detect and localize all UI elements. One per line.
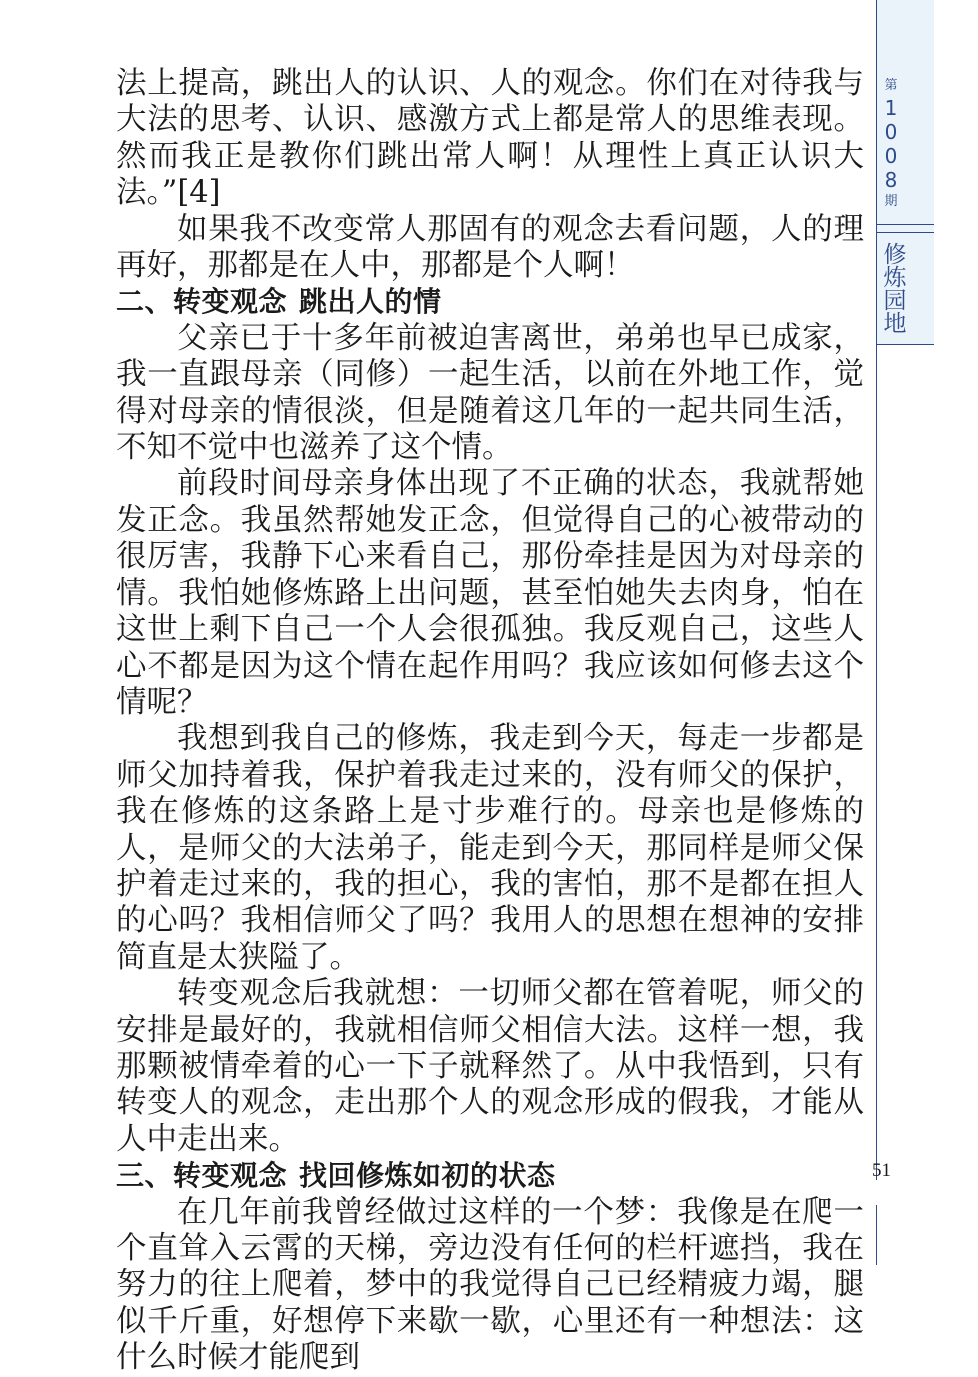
heading-title-part: 跳出人的情 [299, 285, 442, 319]
column-title-char: 园 [883, 288, 907, 314]
paragraph: 在几年前我曾经做过这样的一个梦：我像是在爬一个直耸入云霄的天梯，旁边没有任何的栏杆遮挡，我在努力的往上爬着，梦中的我觉得自己已经精疲力竭，腿似千斤重，好想停下来歇一歇，心里还有一种想法：这什么时候才能爬到 [116, 1194, 864, 1376]
paragraph: 父亲已于十多年前被迫害离世，弟弟也早已成家，我一直跟母亲（同修）一起生活，以前在外地工作，觉得对母亲的情很淡，但是随着这几年的一起共同生活，不知不觉中也滋养了这个情。 [116, 320, 864, 466]
issue-digit: 0 [884, 120, 898, 144]
page-number: 51 [872, 1160, 891, 1181]
issue-digit: 8 [884, 168, 898, 192]
paragraph: 前段时间母亲身体出现了不正确的状态，我就帮她发正念。我虽然帮她发正念，但觉得自己的心被带动的很厉害，我静下心来看自己，那份牵挂是因为对母亲的情。我怕她修炼路上出问题，甚至怕她失去肉身，怕在这世上剩下自己一个人会很孤独。我反观自己，这些人心不都是因为这个情在起作用吗？我应该如何修去这个情呢？ [116, 466, 864, 720]
column-title-char: 修 [883, 242, 907, 268]
section-heading [116, 284, 864, 320]
paragraph: 我想到我自己的修炼，我走到今天，每走一步都是师父加持着我，保护着我走过来的，没有师父的保护，我在修炼的这条路上是寸步难行的。母亲也是修炼的人，是师父的大法弟子，能走到今天，那同样是师父保护着走过来的，我的担心，我的害怕，那不是都在担人的心吗？我相信师父了吗？我用人的思想在想神的安排简直是太狭隘了。 [116, 721, 864, 975]
sidebar-divider-line [876, 0, 877, 1180]
column-title [880, 244, 910, 336]
column-title-char: 地 [883, 311, 907, 337]
column-title-char: 炼 [883, 265, 907, 291]
issue-digit: 1 [884, 96, 898, 120]
sidebar-divider-line-lower [876, 1205, 877, 1265]
sidebar-rule [876, 232, 934, 233]
paragraph: 法上提高，跳出人的认识、人的观念。你们在对待我与大法的思考、认识、感激方式上都是常人的思维表现。然而我正是教你们跳出常人啊！从理性上真正认识大法。”[4] [116, 66, 864, 211]
issue-digit: 0 [884, 144, 898, 168]
paragraph: 如果我不改变常人那固有的观念去看问题，人的理再好，那都是在人中，那都是个人啊！ [116, 211, 864, 284]
heading-number-part: 三、转变观念 [116, 1159, 288, 1193]
issue-number [878, 76, 904, 212]
issue-prefix: 第 [884, 78, 898, 93]
issue-suffix: 期 [884, 194, 898, 209]
sidebar-rule [876, 224, 934, 225]
heading-title-part: 找回修炼如初的状态 [299, 1159, 556, 1193]
paragraph: 转变观念后我就想：一切师父都在管着呢，师父的安排是最好的，我就相信师父相信大法。这样一想，我那颗被情牵着的心一下子就释然了。从中我悟到，只有转变人的观念，走出那个人的观念形成的假我，才能从人中走出来。 [116, 976, 864, 1157]
sidebar-rule [876, 344, 934, 345]
heading-number-part: 二、转变观念 [116, 285, 288, 319]
section-heading [116, 1158, 864, 1194]
article-body [116, 66, 864, 1377]
